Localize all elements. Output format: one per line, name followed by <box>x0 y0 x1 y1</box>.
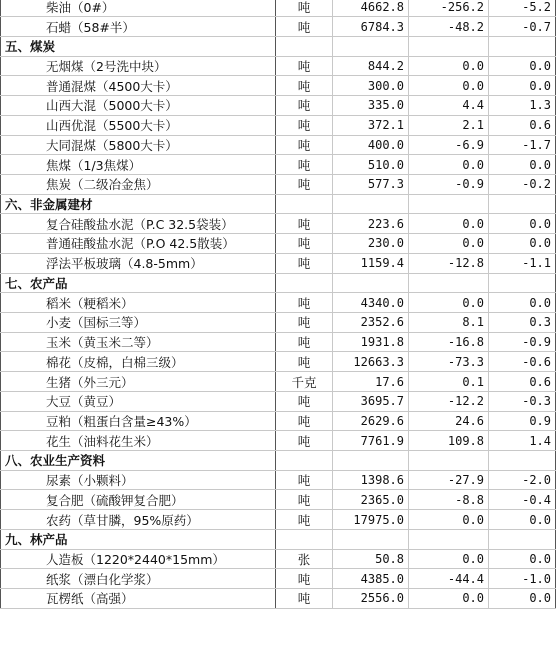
table-row <box>1 135 556 155</box>
unit-cell: 吨 <box>276 17 333 37</box>
unit-cell: 吨 <box>276 253 333 273</box>
change-pct-cell: -2.0 <box>489 470 556 490</box>
item-name-cell: 复合硅酸盐水泥（P.C 32.5袋装） <box>1 214 276 234</box>
empty-cell <box>409 451 489 471</box>
change-cell: 0.0 <box>409 155 489 175</box>
item-name-cell: 玉米（黄玉米二等） <box>1 332 276 352</box>
change-cell: 0.0 <box>409 510 489 530</box>
unit-cell: 吨 <box>276 155 333 175</box>
empty-cell <box>276 273 333 293</box>
unit-cell: 千克 <box>276 372 333 392</box>
price-cell: 2556.0 <box>333 589 409 609</box>
change-cell: -27.9 <box>409 470 489 490</box>
item-name-cell: 山西优混（5500大卡） <box>1 115 276 135</box>
empty-cell <box>489 273 556 293</box>
price-cell: 4340.0 <box>333 293 409 313</box>
table-row <box>1 589 556 609</box>
change-cell: 2.1 <box>409 115 489 135</box>
item-name-cell: 棉花（皮棉，白棉三级） <box>1 352 276 372</box>
item-name-cell: 稻米（粳稻米） <box>1 293 276 313</box>
category-title: 六、非金属建材 <box>1 194 276 214</box>
change-cell: 0.1 <box>409 372 489 392</box>
price-cell: 2352.6 <box>333 313 409 333</box>
item-name-cell: 纸浆（漂白化学浆） <box>1 569 276 589</box>
price-cell: 4385.0 <box>333 569 409 589</box>
table-row <box>1 174 556 194</box>
change-cell: 8.1 <box>409 313 489 333</box>
table-row <box>1 332 556 352</box>
change-cell: -73.3 <box>409 352 489 372</box>
change-pct-cell: 0.3 <box>489 313 556 333</box>
empty-cell <box>276 36 333 56</box>
empty-cell <box>489 194 556 214</box>
change-cell: 4.4 <box>409 96 489 116</box>
price-cell: 400.0 <box>333 135 409 155</box>
price-cell: 2365.0 <box>333 490 409 510</box>
item-name-cell: 柴油（0#） <box>1 0 276 17</box>
change-cell: -12.8 <box>409 253 489 273</box>
table-row <box>1 372 556 392</box>
unit-cell: 吨 <box>276 510 333 530</box>
price-cell: 335.0 <box>333 96 409 116</box>
item-name-cell: 尿素（小颗料） <box>1 470 276 490</box>
change-cell: -12.2 <box>409 391 489 411</box>
category-title: 七、农产品 <box>1 273 276 293</box>
price-cell: 3695.7 <box>333 391 409 411</box>
table-row <box>1 431 556 451</box>
price-cell: 7761.9 <box>333 431 409 451</box>
table-row <box>1 214 556 234</box>
empty-cell <box>333 273 409 293</box>
price-table-body <box>1 0 556 608</box>
change-cell: -0.9 <box>409 174 489 194</box>
table-row <box>1 411 556 431</box>
table-row <box>1 391 556 411</box>
category-row <box>1 451 556 471</box>
empty-cell <box>276 529 333 549</box>
change-cell: -48.2 <box>409 17 489 37</box>
empty-cell <box>489 36 556 56</box>
item-name-cell: 普通混煤（4500大卡） <box>1 76 276 96</box>
price-cell: 844.2 <box>333 56 409 76</box>
change-pct-cell: -1.0 <box>489 569 556 589</box>
table-row <box>1 0 556 17</box>
unit-cell: 吨 <box>276 76 333 96</box>
change-pct-cell: -0.4 <box>489 490 556 510</box>
item-name-cell: 大同混煤（5800大卡） <box>1 135 276 155</box>
unit-cell: 吨 <box>276 234 333 254</box>
change-cell: -8.8 <box>409 490 489 510</box>
table-row <box>1 569 556 589</box>
change-cell: 24.6 <box>409 411 489 431</box>
item-name-cell: 豆粕（粗蛋白含量≥43%） <box>1 411 276 431</box>
change-pct-cell: 0.0 <box>489 56 556 76</box>
change-pct-cell: -1.7 <box>489 135 556 155</box>
table-row <box>1 313 556 333</box>
price-cell: 1159.4 <box>333 253 409 273</box>
price-cell: 12663.3 <box>333 352 409 372</box>
change-cell: -44.4 <box>409 569 489 589</box>
empty-cell <box>333 194 409 214</box>
price-cell: 50.8 <box>333 549 409 569</box>
unit-cell: 吨 <box>276 569 333 589</box>
change-cell: 109.8 <box>409 431 489 451</box>
change-pct-cell: 0.0 <box>489 234 556 254</box>
item-name-cell: 浮法平板玻璃（4.8-5mm） <box>1 253 276 273</box>
item-name-cell: 人造板（1220*2440*15mm） <box>1 549 276 569</box>
unit-cell: 吨 <box>276 490 333 510</box>
table-row <box>1 96 556 116</box>
empty-cell <box>333 36 409 56</box>
item-name-cell: 生猪（外三元） <box>1 372 276 392</box>
category-title: 五、煤炭 <box>1 36 276 56</box>
unit-cell: 吨 <box>276 135 333 155</box>
item-name-cell: 石蜡（58#半） <box>1 17 276 37</box>
change-pct-cell: 0.0 <box>489 510 556 530</box>
unit-cell: 吨 <box>276 56 333 76</box>
empty-cell <box>489 529 556 549</box>
unit-cell: 吨 <box>276 589 333 609</box>
unit-cell: 吨 <box>276 174 333 194</box>
unit-cell: 吨 <box>276 352 333 372</box>
category-row <box>1 529 556 549</box>
change-pct-cell: -0.2 <box>489 174 556 194</box>
unit-cell: 吨 <box>276 115 333 135</box>
empty-cell <box>409 273 489 293</box>
change-pct-cell: 1.3 <box>489 96 556 116</box>
empty-cell <box>276 451 333 471</box>
empty-cell <box>489 451 556 471</box>
change-pct-cell: 0.6 <box>489 372 556 392</box>
unit-cell: 吨 <box>276 470 333 490</box>
change-pct-cell: -0.9 <box>489 332 556 352</box>
table-row <box>1 155 556 175</box>
change-cell: 0.0 <box>409 76 489 96</box>
table-row <box>1 76 556 96</box>
change-cell: 0.0 <box>409 589 489 609</box>
change-pct-cell: 0.0 <box>489 155 556 175</box>
empty-cell <box>276 194 333 214</box>
change-pct-cell: 0.9 <box>489 411 556 431</box>
empty-cell <box>409 194 489 214</box>
table-row <box>1 253 556 273</box>
unit-cell: 吨 <box>276 411 333 431</box>
change-cell: -16.8 <box>409 332 489 352</box>
change-cell: 0.0 <box>409 234 489 254</box>
price-cell: 6784.3 <box>333 17 409 37</box>
price-cell: 372.1 <box>333 115 409 135</box>
unit-cell: 吨 <box>276 313 333 333</box>
price-cell: 4662.8 <box>333 0 409 17</box>
change-pct-cell: 0.0 <box>489 549 556 569</box>
price-cell: 230.0 <box>333 234 409 254</box>
table-row <box>1 549 556 569</box>
unit-cell: 吨 <box>276 214 333 234</box>
item-name-cell: 农药（草甘膦，95%原药） <box>1 510 276 530</box>
unit-cell: 吨 <box>276 293 333 313</box>
change-pct-cell: 0.0 <box>489 214 556 234</box>
item-name-cell: 山西大混（5000大卡） <box>1 96 276 116</box>
price-cell: 17975.0 <box>333 510 409 530</box>
unit-cell: 张 <box>276 549 333 569</box>
change-pct-cell: 0.0 <box>489 589 556 609</box>
item-name-cell: 花生（油料花生米） <box>1 431 276 451</box>
table-row <box>1 470 556 490</box>
change-pct-cell: -0.7 <box>489 17 556 37</box>
change-pct-cell: 0.6 <box>489 115 556 135</box>
unit-cell: 吨 <box>276 332 333 352</box>
unit-cell: 吨 <box>276 96 333 116</box>
change-pct-cell: -1.1 <box>489 253 556 273</box>
unit-cell: 吨 <box>276 0 333 17</box>
category-row <box>1 194 556 214</box>
item-name-cell: 瓦楞纸（高强） <box>1 589 276 609</box>
category-row <box>1 273 556 293</box>
table-row <box>1 17 556 37</box>
item-name-cell: 小麦（国标三等） <box>1 313 276 333</box>
unit-cell: 吨 <box>276 431 333 451</box>
empty-cell <box>333 529 409 549</box>
empty-cell <box>409 529 489 549</box>
price-cell: 510.0 <box>333 155 409 175</box>
table-row <box>1 56 556 76</box>
change-cell: 0.0 <box>409 293 489 313</box>
table-row <box>1 490 556 510</box>
change-pct-cell: -0.6 <box>489 352 556 372</box>
price-cell: 2629.6 <box>333 411 409 431</box>
category-title: 九、林产品 <box>1 529 276 549</box>
change-cell: -256.2 <box>409 0 489 17</box>
price-cell: 1398.6 <box>333 470 409 490</box>
price-cell: 17.6 <box>333 372 409 392</box>
table-row <box>1 352 556 372</box>
table-row <box>1 115 556 135</box>
change-pct-cell: -5.2 <box>489 0 556 17</box>
unit-cell: 吨 <box>276 391 333 411</box>
price-cell: 577.3 <box>333 174 409 194</box>
item-name-cell: 焦炭（二级冶金焦） <box>1 174 276 194</box>
change-pct-cell: 1.4 <box>489 431 556 451</box>
item-name-cell: 复合肥（硫酸钾复合肥） <box>1 490 276 510</box>
table-row <box>1 293 556 313</box>
change-pct-cell: 0.0 <box>489 76 556 96</box>
table-row <box>1 234 556 254</box>
change-pct-cell: -0.3 <box>489 391 556 411</box>
category-row <box>1 36 556 56</box>
category-title: 八、农业生产资料 <box>1 451 276 471</box>
table-row <box>1 510 556 530</box>
empty-cell <box>409 36 489 56</box>
change-pct-cell: 0.0 <box>489 293 556 313</box>
change-cell: 0.0 <box>409 56 489 76</box>
item-name-cell: 焦煤（1/3焦煤） <box>1 155 276 175</box>
change-cell: -6.9 <box>409 135 489 155</box>
change-cell: 0.0 <box>409 214 489 234</box>
price-cell: 1931.8 <box>333 332 409 352</box>
item-name-cell: 无烟煤（2号洗中块） <box>1 56 276 76</box>
empty-cell <box>333 451 409 471</box>
item-name-cell: 普通硅酸盐水泥（P.O 42.5散装） <box>1 234 276 254</box>
change-cell: 0.0 <box>409 549 489 569</box>
price-cell: 300.0 <box>333 76 409 96</box>
price-cell: 223.6 <box>333 214 409 234</box>
item-name-cell: 大豆（黄豆） <box>1 391 276 411</box>
